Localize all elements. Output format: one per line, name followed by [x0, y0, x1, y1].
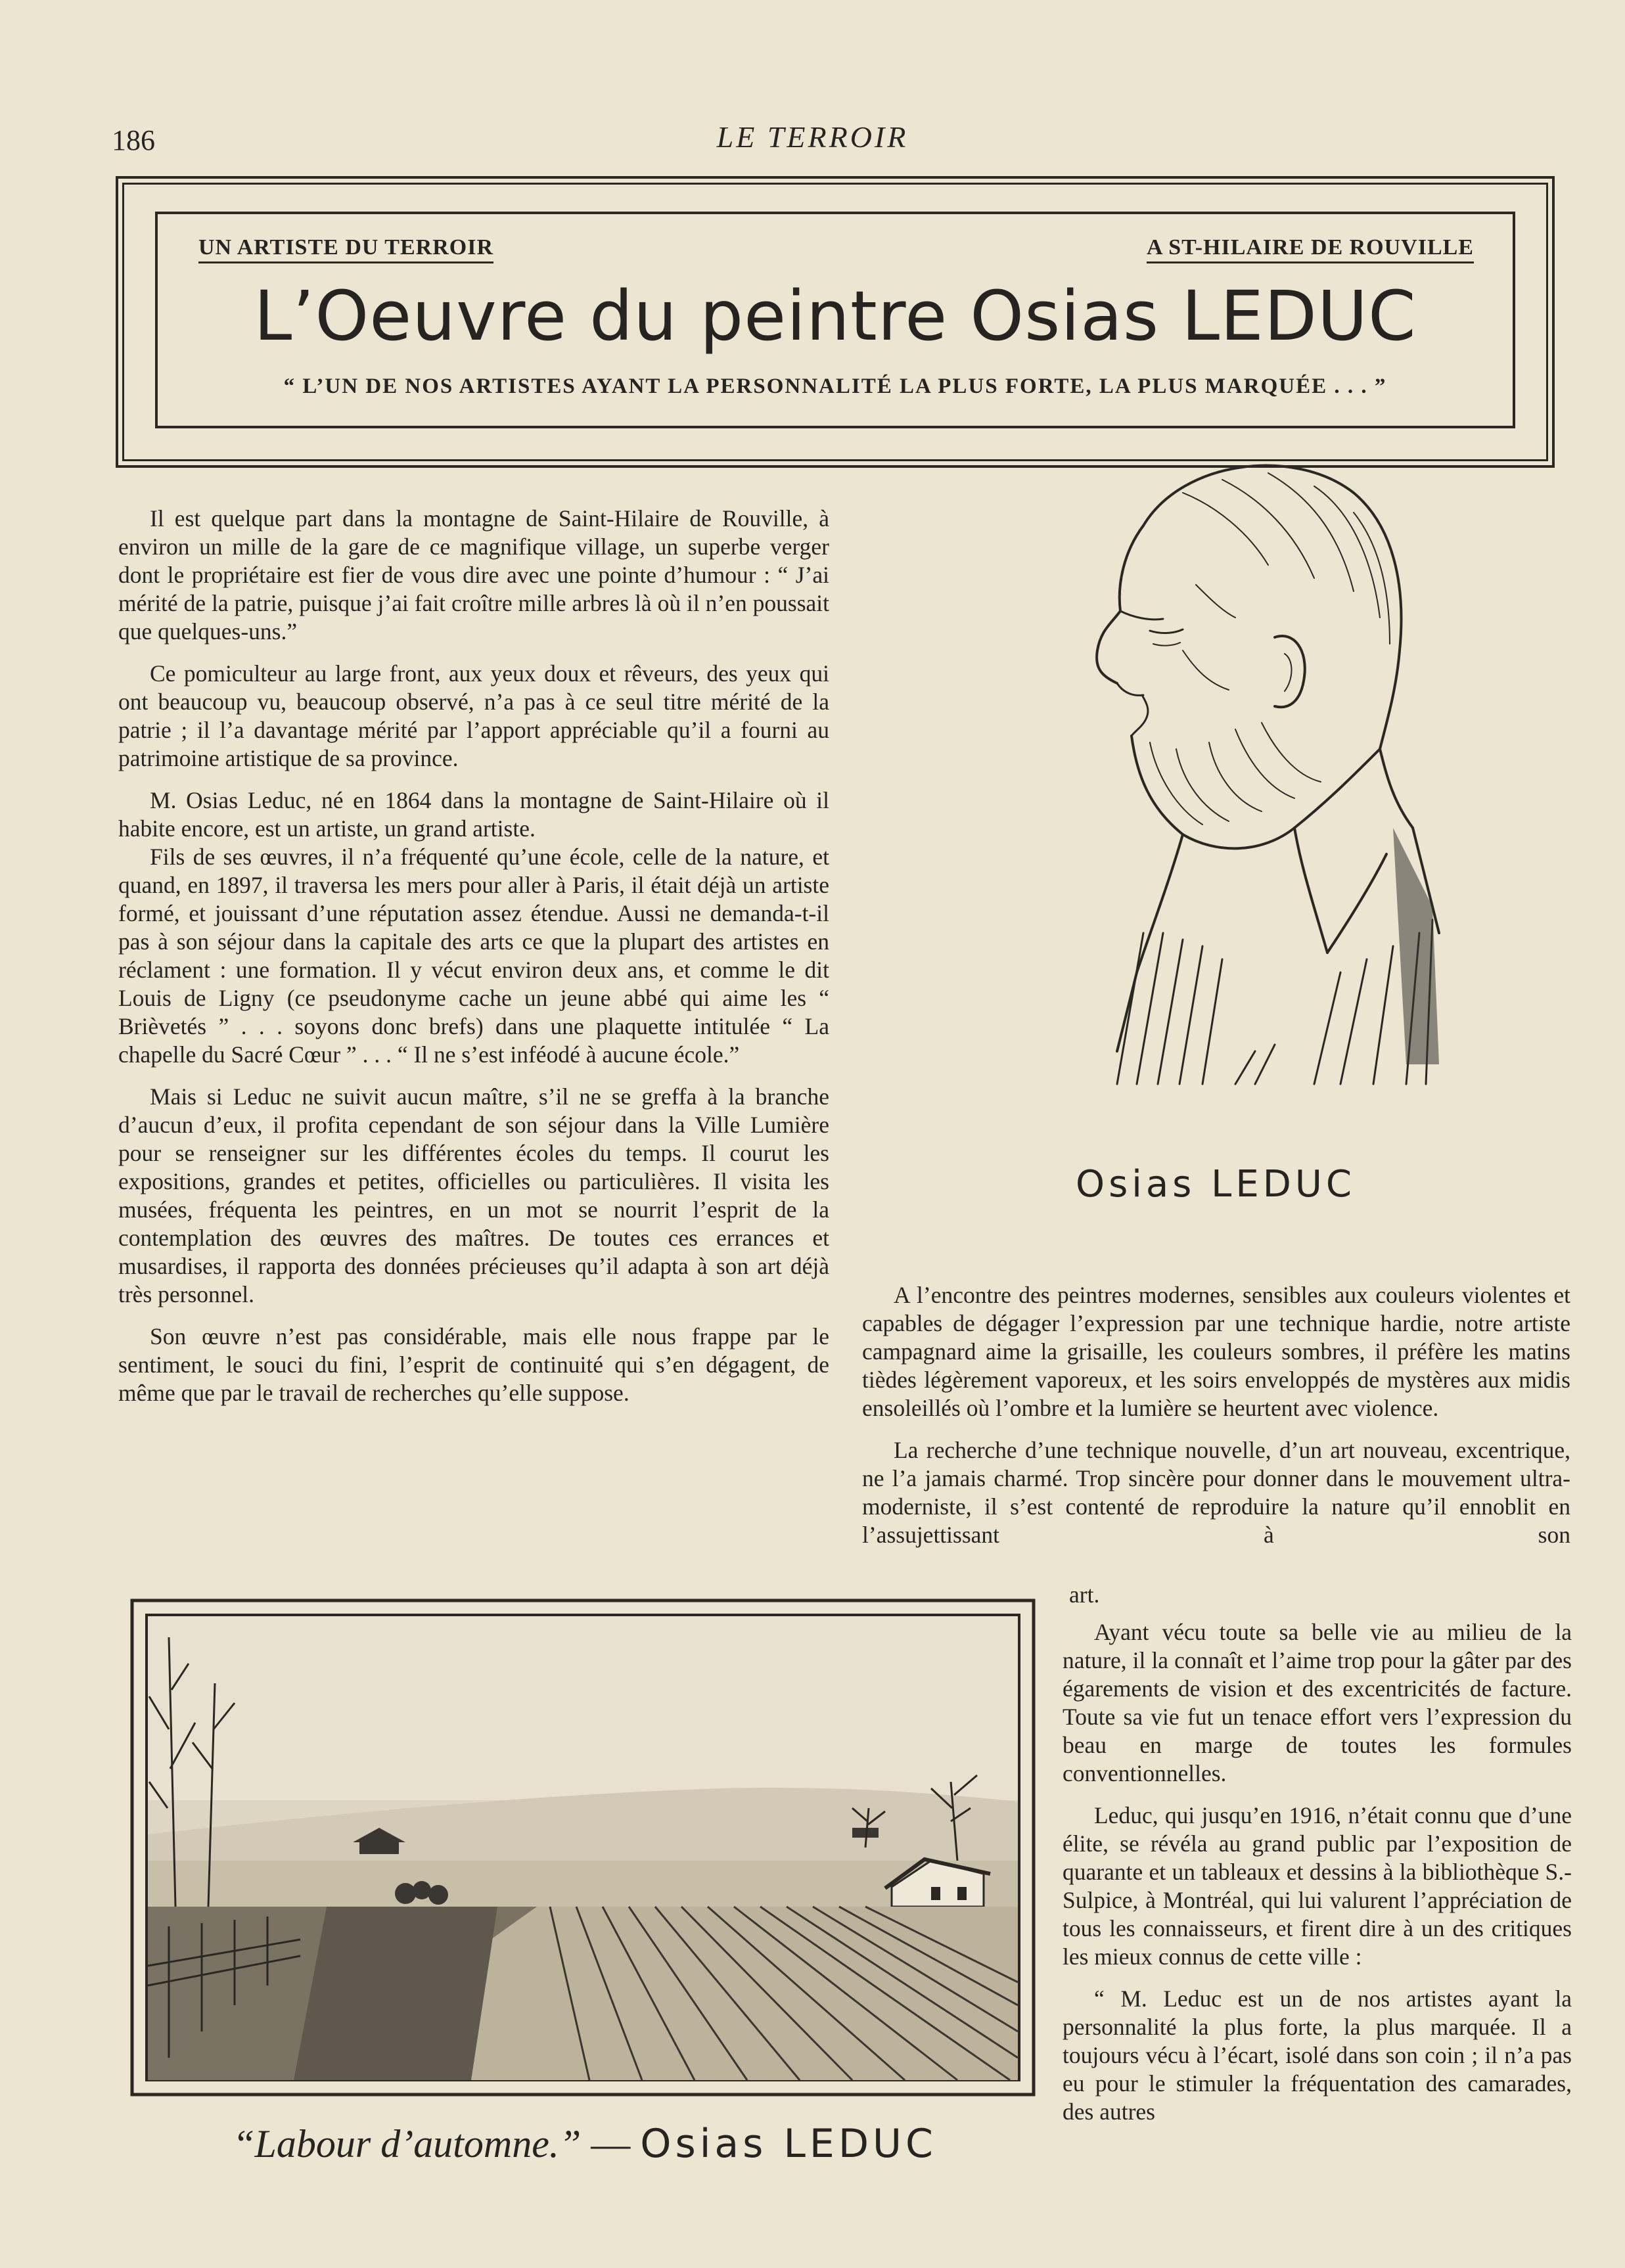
paragraph: “ M. Leduc est un de nos artistes ayant la personnalité la plus forte, la plus marquée. Il a toujours vécu à l’écart, isolé dans son coin ; il n’a pas eu pour le stimuler la fréquentation des camarades, des autres — [1063, 1985, 1572, 2125]
paragraph: Leduc, qui jusqu’en 1916, n’était connu que d’une élite, se révéla au grand public par l’exposition de quarante et un tableaux et dessins à la bibliothèque S.-Sulpice, à Montréal, qui lui valurent l’appréciation de tous les connaisseurs, et firent dire à un des critiques les mieux connus de cette ville : — [1063, 1802, 1572, 1970]
article-subhead: “ L’UN DE NOS ARTISTES AYANT LA PERSONNALITÉ LA PLUS FORTE, LA PLUS MARQUÉE . . . ” — [283, 374, 1387, 398]
portrait-caption: Osias LEDUC — [1076, 1163, 1356, 1206]
paragraph: A l’encontre des peintres modernes, sensibles aux couleurs violentes et capables de dégager l’expression par une technique hardie, notre artiste campagnard aime la grisaille, les couleurs sombres, il préfère les matins tièdes légèrement vaporeux, et les soirs enveloppés de mystères aux midis ensoleillés où l’ombre et la lumière se heurtent avec violence. — [862, 1282, 1570, 1421]
right-column — [862, 1281, 1570, 1549]
page-number: 186 — [112, 124, 155, 156]
left-column — [118, 505, 829, 1421]
paragraph: Il est quelque part dans la montagne de Saint-Hilaire de Rouville, à environ un mille de la gare de ce magnifique village, un superbe verger dont le propriétaire est fier de vous dire avec une pointe d’humour : “ J’ai mérité de la patrie, puisque j’ai fait croître mille arbres là où il n’en poussait que quelques-uns.” — [118, 505, 829, 645]
journal-title: LE TERROIR — [716, 120, 909, 154]
paragraph: Mais si Leduc ne suivit aucun maître, s’il ne se greffa à la branche d’aucun d’eux, il profita cependant de son séjour dans la Ville Lumière pour se renseigner sur les différentes écoles du temps. Il courut les expositions, grandes et petites, officielles ou particulières. Il visita les musées, fréquenta les peintres, en un mot se nourrit l’esprit de la contemplation des œuvres des maîtres. De toutes ces errances et musardises, il rapporta des données précieuses qu’il adapta à son art déjà très personnel. — [118, 1083, 829, 1307]
caption-dash: — — [581, 2122, 641, 2166]
kicker-left: UN ARTISTE DU TERROIR — [198, 235, 493, 263]
artwork-title: “Labour d’automne.” — [233, 2122, 582, 2166]
paragraph: La recherche d’une technique nouvelle, d’un art nouveau, excentrique, ne l’a jamais charmé. Trop sincère pour donner dans le mouvement ultra-moderniste, il s’est contenté de reproduire la nature qu’il ennoblit en l’assujettissant à son — [862, 1437, 1570, 1548]
article-headline: L’Oeuvre du peintre Osias LEDUC — [254, 276, 1417, 356]
paragraph: Ce pomiculteur au large front, aux yeux doux et rêveurs, des yeux qui ont beaucoup vu, beaucoup observé, n’a pas à ce seul titre mérité de la patrie ; il l’a davantage mérité par l’apport appréciable qu’il a fourni au patrimoine artistique de sa province. — [118, 660, 829, 771]
right-column-narrow — [1063, 1590, 1572, 2140]
landscape-illustration — [129, 1598, 1036, 2097]
landscape-caption — [118, 2121, 1051, 2167]
paragraph: M. Osias Leduc, né en 1864 dans la montagne de Saint-Hilaire où il habite encore, est un artiste, un grand artiste. — [118, 787, 829, 842]
continued-word: art. — [1069, 1581, 1100, 1608]
paragraph: Fils de ses œuvres, il n’a fréquenté qu’une école, celle de la nature, et quand, en 1897, il traversa les mers pour aller à Paris, il était déjà un artiste formé, et jouissant d’une réputation assez étendue. Aussi ne demanda-t-il pas à son séjour dans la capitale des arts ce que la plupart des artistes en réclament : une formation. Il y vécut environ deux ans, et comme le dit Louis de Ligny (ce pseudonyme cache un jeune abbé qui aime les “ Brièvetés ” . . . soyons donc brefs) dans une plaquette intitulée “ La chapelle du Sacré Cœur ” . . . “ Il ne s’est inféodé à aucune école.” — [118, 844, 829, 1068]
portrait-illustration — [986, 434, 1446, 1156]
kicker-right: A ST-HILAIRE DE ROUVILLE — [1147, 235, 1474, 263]
paragraph: Son œuvre n’est pas considérable, mais elle nous frappe par le sentiment, le souci du fini, l’esprit de continuité qui s’en dégagent, de même que par le travail de recherches qu’elle suppose. — [118, 1323, 829, 1406]
artwork-artist: Osias LEDUC — [640, 2121, 937, 2167]
paragraph: Ayant vécu toute sa belle vie au milieu de la nature, il la connaît et l’aime trop pour la gâter par des égarements de vision et des excentricités de facture. Toute sa vie fut un tenace effort vers l’expression du beau en marge de toutes les formules conventionnelles. — [1063, 1619, 1572, 1786]
